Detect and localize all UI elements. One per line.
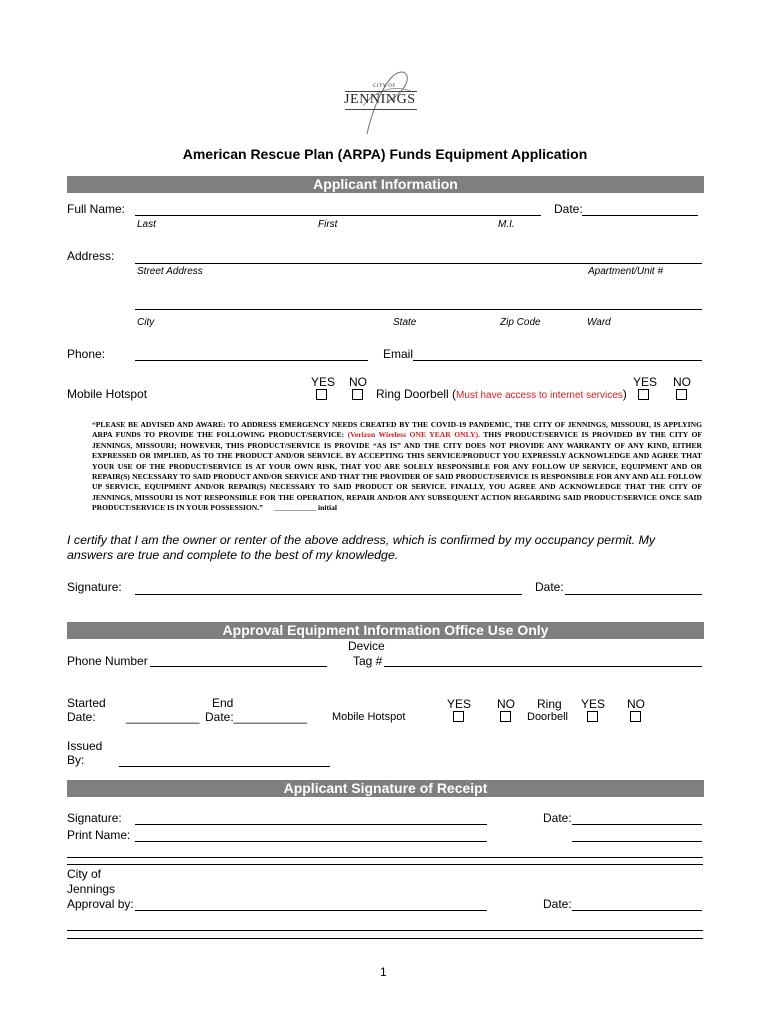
section-header-signature-receipt: Applicant Signature of Receipt bbox=[67, 780, 704, 797]
mobile-hotspot-label: Mobile Hotspot bbox=[67, 387, 148, 401]
page-number: 1 bbox=[380, 965, 387, 979]
approval-date-field[interactable] bbox=[572, 910, 702, 911]
sublabel-apartment: Apartment/Unit # bbox=[588, 266, 664, 277]
city-of-label: City of bbox=[67, 867, 102, 881]
phone-label: Phone: bbox=[67, 347, 106, 361]
approval-by-field[interactable] bbox=[135, 910, 487, 911]
end-label: End bbox=[212, 696, 234, 710]
sublabel-ward: Ward bbox=[587, 317, 611, 328]
phone-field[interactable] bbox=[135, 360, 368, 361]
date-label: Date: bbox=[554, 202, 583, 216]
doorbell-no-checkbox[interactable] bbox=[676, 389, 687, 400]
divider-line-4 bbox=[67, 938, 703, 939]
no-label-hotspot: NO bbox=[349, 375, 367, 389]
approval-date-label: Date: bbox=[543, 897, 572, 911]
issued-by-field[interactable] bbox=[119, 766, 330, 767]
yes-label-doorbell: YES bbox=[633, 375, 658, 389]
street-address-field[interactable] bbox=[135, 263, 702, 264]
signature-date-field[interactable] bbox=[565, 594, 702, 595]
no-label-doorbell: NO bbox=[673, 375, 691, 389]
issued-label: Issued bbox=[67, 739, 103, 753]
notice-text-2: THIS PRODUCT/SERVICE IS PROVIDED BY THE CITY OF JENNINGS, MISSOURI; HOWEVER, THIS PRODUCT/SERVICE IS PROVIDE “AS IS” AND THE CITY DOES NOT PROVIDE ANY WARRANTY OF ANY KIND, EITHER EXPRESSED OR IMPLIED, AS TO THE PRODUCT AND/OR SERVICE. BY ACCEPTING THIS SERVICE/PRODUCT YOU EXPRESSLY ACKNOWLEDGE AND AGREE THAT YOUR USE OF THE PRODUCT/SERVICE IS AT YOUR OWN RISK, THAT YOU ARE SOLELY RESPONSIBLE FOR ANY FOLLOW UP SERVICE, EQUIPMENT AND OR REPAIR(S) NECESSARY TO SAID PRODUCT AND/OR SERVICE AND THAT THE PROVIDER OF SAID PRODUCT/SERVICE IS RESPONSIBLE FOR ANY AND ALL FOLLOW UP SERVICE, EQUIPMENT AND/OR REPAIR(S) NECESSARY TO SAID PRODUCT OR SERVICE. FINALLY, YOU AGREE AND ACKNOWLEDGE THAT THE CITY OF JENNINGS, MISSOURI IS NOT RESPONSIBLE FOR THE OPERATION, REPAIR AND/OR ANY SUBSEQUENT ACTION REGARDING SAID PRODUCT/SERVICE ONCE SAID PRODUCT/SERVICE IS IN YOUR POSSESSION.” bbox=[92, 430, 702, 513]
print-name-field[interactable] bbox=[135, 841, 487, 842]
signature-date-label: Date: bbox=[535, 580, 564, 594]
signature-label: Signature: bbox=[67, 580, 122, 594]
hotspot-yes-checkbox[interactable] bbox=[316, 389, 327, 400]
divider-line-1 bbox=[67, 857, 703, 858]
device-label: Device bbox=[348, 639, 385, 653]
notice-highlight: (Verizon Wireless ONE YEAR ONLY). bbox=[347, 430, 480, 440]
office-no-label-2: NO bbox=[627, 697, 645, 711]
phone-number-label: Phone Number bbox=[67, 654, 148, 668]
receipt-date-label: Date: bbox=[543, 811, 572, 825]
city-state-zip-field[interactable] bbox=[135, 309, 702, 310]
full-name-label: Full Name: bbox=[67, 202, 126, 216]
ring-doorbell-text: Ring Doorbell ( bbox=[376, 387, 457, 401]
started-date-label: Date: bbox=[67, 710, 96, 724]
ring-doorbell-note: Must have access to internet services bbox=[456, 390, 623, 401]
office-no-label-1: NO bbox=[497, 697, 515, 711]
email-field[interactable] bbox=[413, 360, 702, 361]
city-logo bbox=[335, 66, 425, 136]
notice-text-1: “PLEASE BE ADVISED AND AWARE: TO ADDRESS EMERGENCY NEEDS CREATED BY THE COVID-19 PANDEMIC, THE CITY OF JENNINGS, MISSOURI, IS APPLYING ARPA FUNDS TO PROVIDE THE FOLLOWING PRODUCT/SERVICE: bbox=[92, 420, 702, 440]
ring-doorbell-close: ) bbox=[622, 387, 627, 401]
date-field[interactable] bbox=[582, 215, 698, 216]
sublabel-state: State bbox=[393, 317, 417, 328]
sublabel-street-address: Street Address bbox=[137, 266, 203, 277]
legal-notice bbox=[92, 420, 702, 514]
jennings-label: Jennings bbox=[67, 882, 116, 896]
print-name-label: Print Name: bbox=[67, 828, 131, 842]
receipt-signature-field[interactable] bbox=[135, 824, 487, 825]
sublabel-first: First bbox=[318, 219, 338, 230]
doorbell-label: Doorbell bbox=[527, 711, 568, 723]
receipt-date-field[interactable] bbox=[572, 824, 702, 825]
issued-by-label: By: bbox=[67, 753, 85, 767]
started-label: Started bbox=[67, 696, 106, 710]
hotspot-no-checkbox[interactable] bbox=[352, 389, 363, 400]
divider-line-2 bbox=[67, 864, 703, 865]
phone-number-field[interactable] bbox=[150, 666, 327, 667]
office-doorbell-yes-checkbox[interactable] bbox=[587, 711, 598, 722]
doorbell-yes-checkbox[interactable] bbox=[638, 389, 649, 400]
end-date-label[interactable]: Date:___________ bbox=[205, 710, 308, 724]
office-mobile-hotspot-label: Mobile Hotspot bbox=[332, 711, 406, 723]
office-yes-label-2: YES bbox=[581, 697, 606, 711]
sublabel-city: City bbox=[137, 317, 155, 328]
receipt-signature-label: Signature: bbox=[67, 811, 122, 825]
initial-label: initial bbox=[318, 503, 338, 513]
ring-label: Ring bbox=[537, 697, 562, 711]
initial-blank[interactable]: ___________ bbox=[274, 503, 317, 513]
yes-label-hotspot: YES bbox=[311, 375, 336, 389]
logo-top-text: CITY OF bbox=[373, 84, 396, 89]
ring-doorbell-label bbox=[376, 387, 627, 401]
office-doorbell-no-checkbox[interactable] bbox=[630, 711, 641, 722]
divider-line-3 bbox=[67, 930, 703, 931]
office-hotspot-no-checkbox[interactable] bbox=[500, 711, 511, 722]
sublabel-zip: Zip Code bbox=[500, 317, 541, 328]
email-label: Email bbox=[383, 347, 414, 361]
started-date-field[interactable]: ___________ bbox=[126, 710, 200, 724]
certification-statement: I certify that I am the owner or renter of the above address, which is confirmed by my occupancy permit. My answers are true and complete to the best of my knowledge. bbox=[67, 533, 656, 562]
sublabel-last: Last bbox=[137, 219, 156, 230]
office-hotspot-yes-checkbox[interactable] bbox=[453, 711, 464, 722]
approval-by-label: Approval by: bbox=[67, 897, 134, 911]
sublabel-mi: M.I. bbox=[498, 219, 515, 230]
address-label: Address: bbox=[67, 249, 115, 263]
print-name-date-field[interactable] bbox=[572, 841, 702, 842]
section-header-applicant-info: Applicant Information bbox=[67, 176, 704, 193]
form-title: American Rescue Plan (ARPA) Funds Equipment Application bbox=[182, 146, 588, 162]
section-header-office-use: Approval Equipment Information Office Use Only bbox=[67, 622, 704, 639]
office-yes-label-1: YES bbox=[447, 697, 472, 711]
tag-field[interactable] bbox=[384, 666, 702, 667]
tag-label: Tag # bbox=[353, 654, 383, 668]
signature-field[interactable] bbox=[135, 594, 522, 595]
full-name-field[interactable] bbox=[135, 215, 541, 216]
logo-name: JENNINGS bbox=[344, 92, 416, 107]
